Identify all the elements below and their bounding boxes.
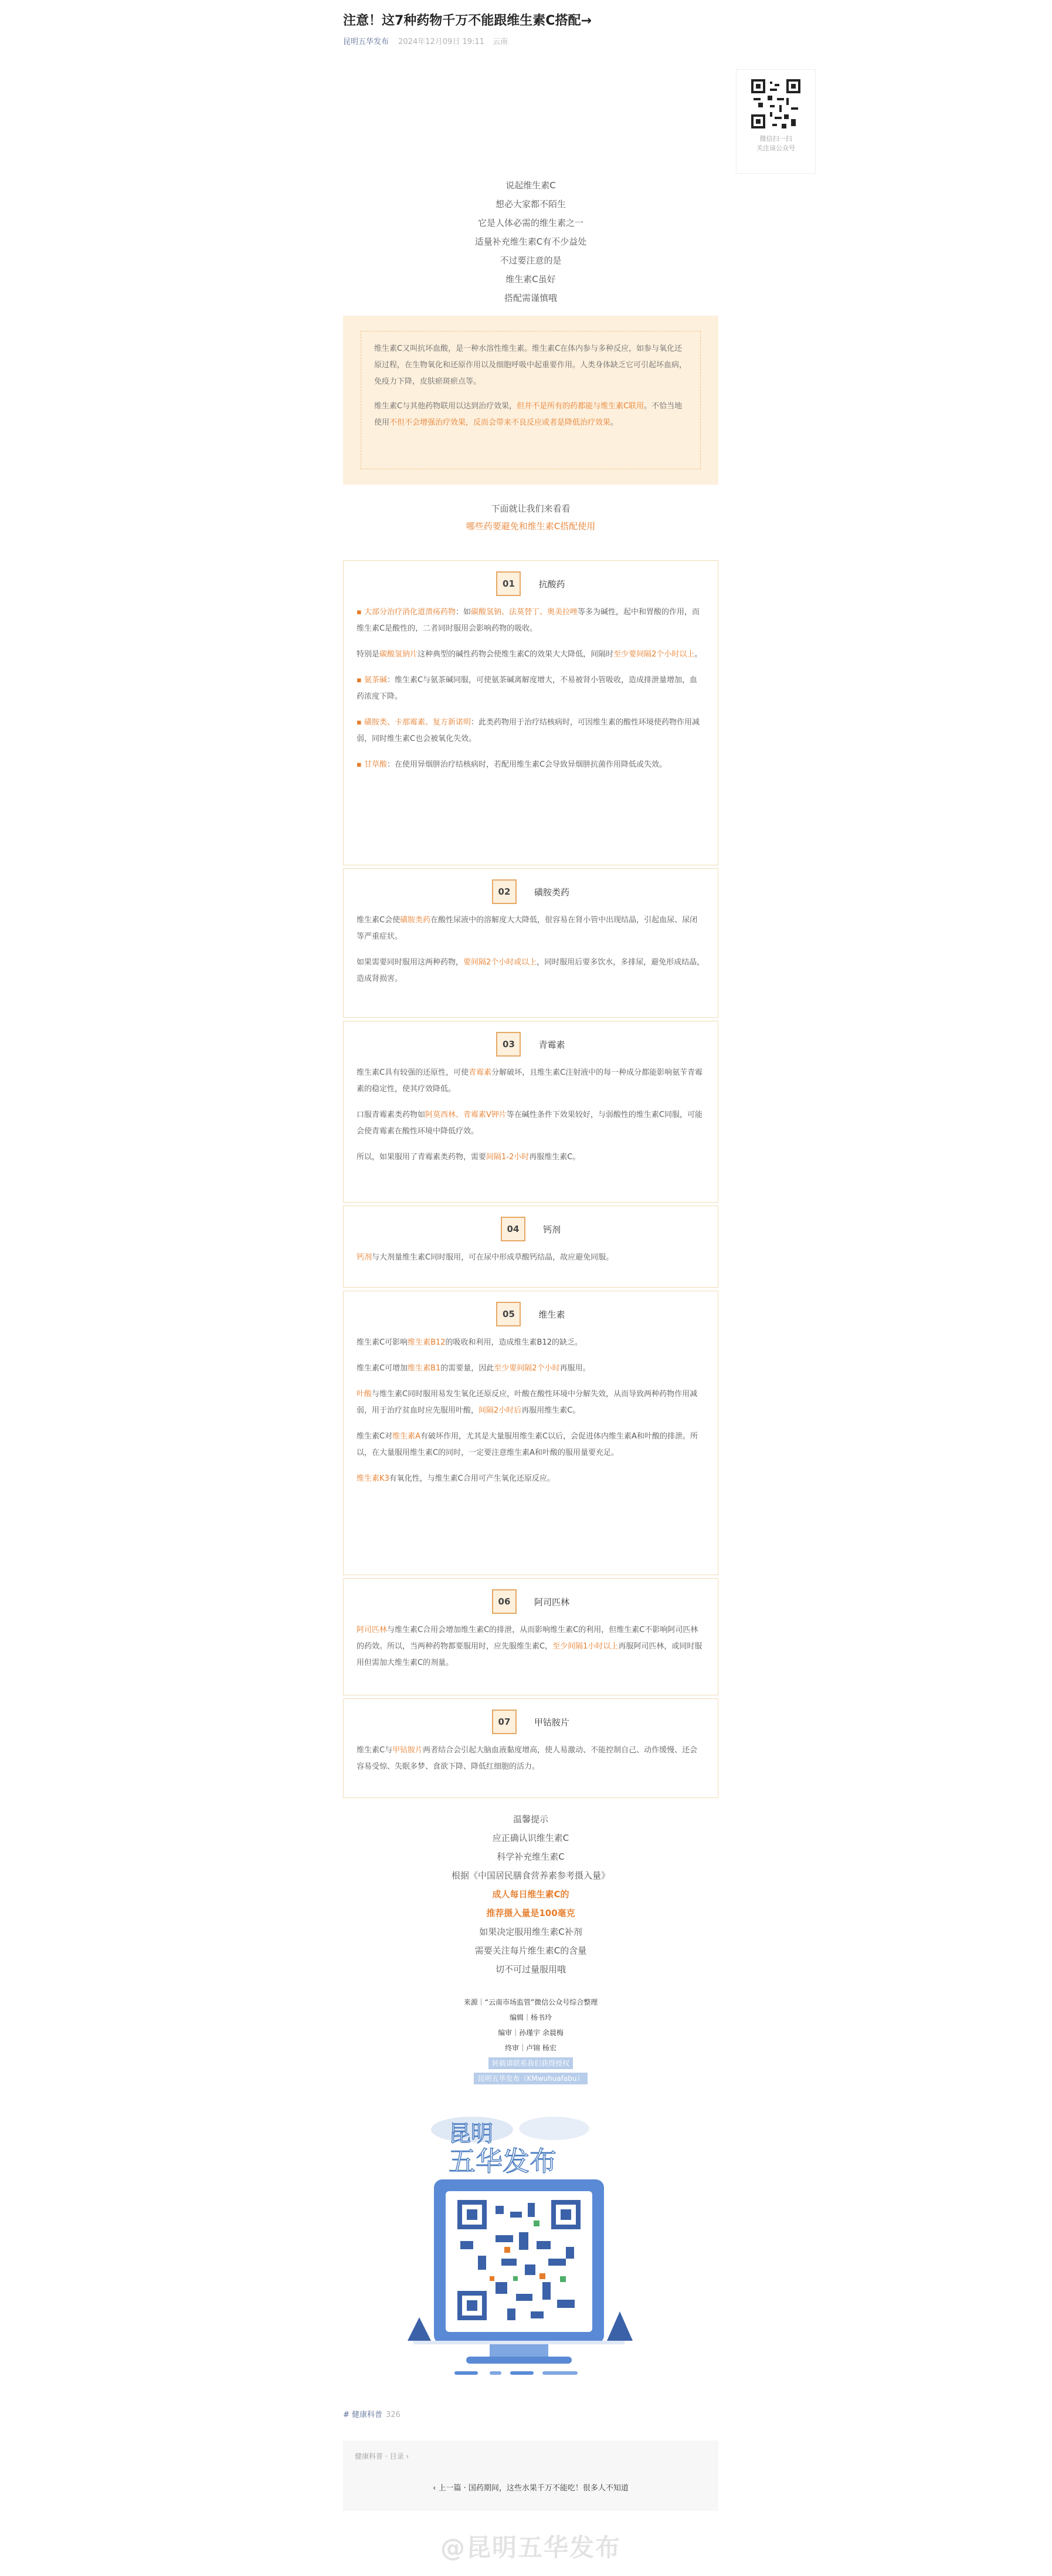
section-03 bbox=[343, 1021, 718, 1203]
tip-line: 如果决定服用维生素C补剂 bbox=[479, 1927, 582, 1937]
account-id: 昆明五华发布（KMwuhuafabu） bbox=[474, 2073, 587, 2084]
intro-line: 适量补充维生素C有不少益处 bbox=[474, 236, 587, 247]
section-paragraph: 如果需要同时服用这两种药物，要间隔2个小时或以上，同时服用后要多饮水，多排尿，避免形成结晶，造成肾损害。 bbox=[357, 958, 705, 983]
intro-line: 不过要注意的是 bbox=[500, 255, 562, 266]
section-number: 04 bbox=[501, 1217, 525, 1241]
intro-box bbox=[343, 316, 718, 485]
section-paragraph: ▪ 大部分治疗消化道溃疡药物：如碳酸氢钠、法莫替丁、奥美拉唑等多为碱性，起中和胃酸的作用，而维生素C是酸性的，二者同时服用会影响药物的吸收。 bbox=[357, 608, 700, 633]
qr-caption-2: 关注该公众号 bbox=[756, 144, 795, 152]
section-number: 02 bbox=[492, 879, 517, 904]
section-04 bbox=[343, 1206, 718, 1288]
poster-title-1: 昆明 bbox=[449, 2122, 494, 2147]
topic-tag-label[interactable]: # 健康科普 bbox=[343, 2411, 383, 2419]
section-paragraph: 阿司匹林与维生素C合用会增加维生素C的排泄，从而影响维生素C的利用，但维生素C不影响阿司匹林的药效。所以，当两种药物都要服用时，应先服维生素C，至少间隔1小时以上再服阿司匹林，或同时服用但需加大维生素C的剂量。 bbox=[357, 1626, 703, 1667]
credit-line: 编辑｜杨书玲 bbox=[509, 2013, 552, 2022]
prev-article-link[interactable]: ‹ 上一篇 · 国药期间，这些水果千万不能吃！很多人不知道 bbox=[433, 2484, 629, 2493]
section-paragraph: 维生素C与甲钴胺片两者结合会引起大脑血液黏度增高，使人易激动、不能控制自己、动作缓慢、还会容易受惊、失眠多梦、食欲下降、降低红细胞的活力。 bbox=[357, 1746, 698, 1771]
credit-line: 编审｜孙瑾宇 余晨梅 bbox=[498, 2029, 564, 2037]
section-title: 阿司匹林 bbox=[534, 1596, 569, 1607]
qr-card bbox=[736, 69, 816, 174]
repost-notice: 转载请联系我们获得授权 bbox=[488, 2057, 573, 2069]
section-title: 抗酸药 bbox=[538, 578, 565, 590]
section-number: 01 bbox=[496, 571, 521, 596]
section-title: 甲钴胺片 bbox=[534, 1717, 569, 1728]
section-paragraph: 口服青霉素类药物如阿莫西林、青霉素V钾片等在碱性条件下效果较好，与弱酸性的维生素C同服，可能会使青霉素在酸性环境中降低疗效。 bbox=[357, 1111, 703, 1136]
credit-line: 终审｜卢锦 杨宏 bbox=[505, 2044, 556, 2052]
tip-line: 需要关注每片维生素C的含量 bbox=[474, 1945, 587, 1956]
section-number: 06 bbox=[492, 1589, 517, 1614]
section-paragraph: 维生素C对维生素A有破坏作用，尤其是大量服用维生素C以后，会促进体内维生素A和叶酸的排泄。所以，在大量服用维生素C的同时，一定要注意维生素A和叶酸的服用量要充足。 bbox=[357, 1432, 698, 1457]
section-paragraph: 维生素K3有氧化性，与维生素C合用可产生氧化还原反应。 bbox=[357, 1474, 555, 1483]
section-number: 07 bbox=[492, 1710, 517, 1734]
watermark: @昆明五华发布 bbox=[440, 2533, 621, 2562]
section-paragraph: 维生素C可增加维生素B1的需要量，因此至少要间隔2个小时再服用。 bbox=[357, 1364, 591, 1373]
lead-line-2: 哪些药要避免和维生素C搭配使用 bbox=[466, 521, 596, 532]
intro-line: 维生素C虽好 bbox=[505, 274, 556, 285]
location: 云南 bbox=[493, 38, 508, 46]
intro-line: 搭配需谨慎哦 bbox=[504, 293, 557, 303]
poster-illustration bbox=[402, 2106, 636, 2382]
section-paragraph: 维生素C可影响维生素B12的吸收和利用，造成维生素B12的缺乏。 bbox=[357, 1338, 583, 1347]
section-paragraph: 维生素C具有较强的还原性，可使青霉素分解破坏，且维生素C注射液中的每一种成分都能影响氨苄青霉素的稳定性，使其疗效降低。 bbox=[357, 1068, 703, 1094]
section-05 bbox=[343, 1291, 718, 1575]
section-paragraph: 所以，如果服用了青霉素类药物，需要间隔1-2小时再服维生素C。 bbox=[357, 1153, 581, 1162]
section-paragraph: ▪ 氨茶碱：维生素C与氨茶碱同服，可使氨茶碱离解度增大，不易被肾小管吸收，造成排泄量增加，血药浓度下降。 bbox=[357, 676, 698, 701]
intro-paragraph-1: 维生素C又叫抗坏血酸，是一种水溶性维生素。维生素C在体内参与多种反应，如参与氧化还原过程，在生物氧化和还原作用以及细胞呼吸中起重要作用。人类身体缺乏它可引起坏血病，免疫力下降，皮肤瘀斑瘀点等。 bbox=[374, 344, 687, 386]
credits bbox=[343, 1995, 718, 2086]
qr-caption-1: 微信扫一扫 bbox=[759, 135, 792, 143]
section-paragraph: ▪ 磺胺类、卡那霉素、复方新诺明：此类药物用于治疗结核病时，可因维生素的酸性环境使药物作用减弱，同时维生素C也会被氧化失效。 bbox=[357, 718, 700, 743]
article-meta bbox=[343, 35, 514, 46]
intro-lines bbox=[343, 176, 718, 307]
tip-line: 温馨提示 bbox=[513, 1814, 548, 1824]
page-title: 注意！这7种药物千万不能跟维生素C搭配→ bbox=[343, 13, 592, 28]
follow-poster bbox=[402, 2106, 636, 2382]
collection-link[interactable]: 健康科普 · 目录 › bbox=[355, 2452, 409, 2460]
intro-line: 说起维生素C bbox=[505, 180, 556, 191]
lead-line-1: 下面就让我们来看看 bbox=[491, 503, 571, 514]
section-02 bbox=[343, 868, 718, 1018]
section-title: 维生素 bbox=[538, 1309, 565, 1320]
poster-title-2: 五华发布 bbox=[449, 2146, 556, 2176]
tips bbox=[343, 1810, 718, 1979]
intro-line: 想必大家都不陌生 bbox=[495, 199, 566, 209]
collection-box bbox=[343, 2440, 718, 2511]
intro-paragraph-2: 维生素C与其他药物联用以达到治疗效果，但并不是所有的药都能与维生素C联用。不恰当地使用不但不会增强治疗效果，反而会带来不良反应或者是降低治疗效果。 bbox=[374, 402, 683, 427]
section-number: 03 bbox=[496, 1032, 521, 1057]
section-paragraph: 叶酸与维生素C同时服用易发生氧化还原反应，叶酸在酸性环境中分解失效，从而导致两种药物作用减弱，用于治疗贫血时应先服用叶酸，间隔2小时后再服用维生素C。 bbox=[357, 1390, 698, 1415]
section-title: 青霉素 bbox=[538, 1039, 565, 1050]
source-link[interactable]: 昆明五华发布 bbox=[343, 38, 389, 46]
section-06 bbox=[343, 1578, 718, 1695]
section-title: 磺胺类药 bbox=[534, 886, 569, 898]
tip-line: 切不可过量服用哦 bbox=[495, 1964, 566, 1975]
lead bbox=[343, 500, 718, 535]
topic-count: 326 bbox=[386, 2411, 401, 2419]
tip-line: 科学补充维生素C bbox=[497, 1851, 565, 1862]
tip-line: 成人每日维生素C的 bbox=[492, 1889, 569, 1900]
tip-line: 推荐摄入量是100毫克 bbox=[486, 1908, 575, 1918]
topic-tag[interactable] bbox=[343, 2408, 401, 2419]
section-number: 05 bbox=[496, 1302, 521, 1326]
section-07 bbox=[343, 1698, 718, 1798]
section-paragraph: ▪ 甘草酸：在使用异烟肼治疗结核病时，若配用维生素C会导致异烟肼抗菌作用降低或失效。 bbox=[357, 760, 667, 769]
tip-line: 应正确认识维生素C bbox=[492, 1833, 569, 1843]
qr-code-icon bbox=[749, 77, 803, 131]
credit-line: 来源｜“云南市场监管”微信公众号综合整理 bbox=[463, 1998, 598, 2006]
section-01 bbox=[343, 560, 718, 865]
section-paragraph: 特别是碳酸氢钠片这种典型的碱性药物会使维生素C的效果大大降低，间隔时至少要间隔2个小时以上。 bbox=[357, 650, 703, 659]
section-paragraph: 钙剂与大剂量维生素C同时服用，可在尿中形成草酸钙结晶，故应避免同服。 bbox=[357, 1253, 614, 1262]
section-paragraph: 维生素C会使磺胺类药在酸性尿液中的溶解度大大降低，很容易在肾小管中出现结晶，引起血尿、尿闭等严重症状。 bbox=[357, 916, 698, 941]
section-title: 钙剂 bbox=[542, 1224, 561, 1235]
publish-date: 2024年12月09日 19:11 bbox=[398, 38, 484, 46]
intro-line: 它是人体必需的维生素之一 bbox=[477, 218, 583, 228]
tip-line: 根据《中国居民膳食营养素参考摄入量》 bbox=[451, 1870, 610, 1881]
